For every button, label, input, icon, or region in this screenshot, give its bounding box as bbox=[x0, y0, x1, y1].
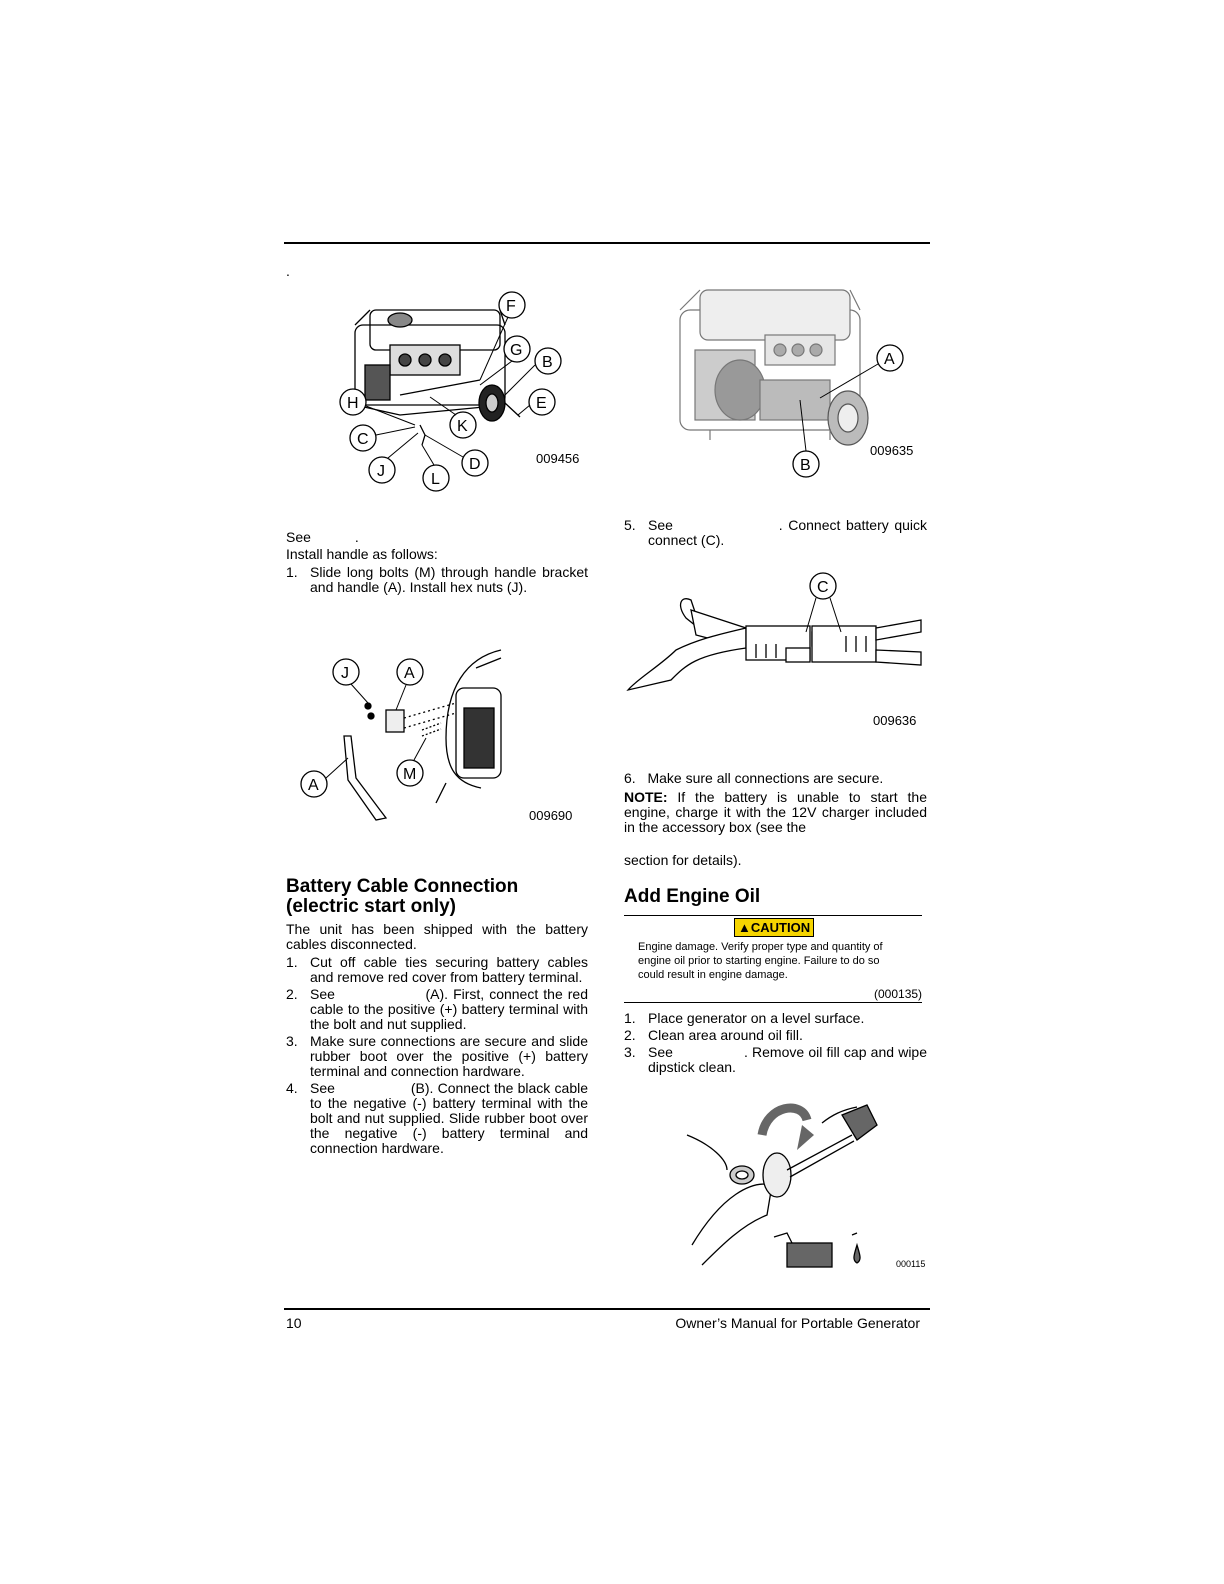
step-5 bbox=[624, 517, 931, 548]
callout-m: M bbox=[403, 766, 417, 783]
list-item: 1. Cut off cable ties securing battery cables and remove red cover from battery terminal. bbox=[286, 954, 588, 985]
callout-a: A bbox=[884, 351, 895, 368]
note-label: NOTE: bbox=[624, 789, 668, 805]
battery-intro: The unit has been shipped with the battery cables disconnected. bbox=[286, 921, 588, 952]
figure-code: 009690 bbox=[529, 808, 573, 823]
step-6 bbox=[624, 771, 927, 786]
header-rule bbox=[284, 242, 930, 244]
caution-label: CAUTION bbox=[750, 920, 811, 935]
figure-code: 000115 bbox=[896, 1259, 926, 1269]
figure-handle-install bbox=[296, 648, 586, 828]
callout-c: C bbox=[357, 431, 369, 448]
battery-heading-line-2: (electric start only) bbox=[286, 896, 456, 917]
figure-code: 009456 bbox=[536, 451, 580, 466]
footer-rule bbox=[284, 1308, 930, 1310]
callout-j: J bbox=[341, 665, 349, 682]
list-item: 3. Make sure connections are secure and slide rubber boot over the positive (+) battery terminal and connection hardware. bbox=[286, 1033, 588, 1079]
callout-a: A bbox=[308, 777, 319, 794]
battery-heading bbox=[286, 877, 588, 917]
oil-heading: Add Engine Oil bbox=[624, 886, 761, 907]
callout-h: H bbox=[347, 395, 359, 412]
list-item: 2. Clean area around oil fill. bbox=[624, 1027, 803, 1043]
figure-code: 009635 bbox=[870, 443, 914, 458]
callout-g: G bbox=[510, 342, 523, 359]
list-item: 2. See (A). First, connect the red cable to the positive (+) battery terminal with the bolt and nut supplied. bbox=[286, 986, 592, 1032]
see-label: See bbox=[286, 529, 311, 545]
caution-text: Engine damage. Verify proper type and quantity of engine oil prior to starting engine. Failure to do so could result in engine damage. bbox=[638, 941, 883, 981]
caution-code: (000135) bbox=[874, 987, 923, 1001]
figure-code: 009636 bbox=[873, 713, 917, 728]
handle-intro: Install handle as follows: bbox=[286, 546, 438, 562]
list-item: 1. Slide long bolts (M) through handle bracket and handle (A). Install hex nuts (J). bbox=[286, 564, 588, 595]
note-text: If the battery is unable to start the engine, charge it with the 12V charger included in the accessory box (see the bbox=[624, 789, 927, 835]
battery-heading-line-1: Battery Cable Connection bbox=[286, 876, 519, 897]
header-dot: . bbox=[286, 263, 290, 279]
callout-d: D bbox=[469, 456, 481, 473]
handle-steps bbox=[286, 565, 588, 597]
step-number: 6. bbox=[624, 770, 636, 786]
list-item: 3. See . Remove oil fill cap and wipe dipstick clean. bbox=[624, 1044, 931, 1075]
figure-oil-fill bbox=[682, 1095, 927, 1275]
see-dot: . bbox=[354, 529, 359, 545]
caution-top-rule bbox=[624, 915, 922, 916]
oil-steps bbox=[624, 1010, 931, 1077]
caution-badge bbox=[734, 918, 814, 937]
note-block bbox=[624, 790, 927, 835]
callout-e: E bbox=[536, 395, 547, 412]
warning-triangle-icon: ▲ bbox=[738, 920, 751, 935]
list-item: 4. See (B). Connect the black cable to the negative (-) battery terminal with the bolt and nut supplied. Slide rubber boot over the negative (-) battery terminal and connection hardware. bbox=[286, 1080, 592, 1156]
callout-b: B bbox=[542, 354, 553, 371]
list-item: 1. Place generator on a level surface. bbox=[624, 1010, 865, 1026]
callout-f: F bbox=[506, 298, 516, 315]
see-line bbox=[286, 530, 359, 545]
callout-b: B bbox=[800, 457, 811, 474]
step-number: 5. bbox=[624, 517, 636, 533]
figure-quick-connect bbox=[626, 570, 926, 710]
note-continuation: section for details). bbox=[624, 852, 742, 868]
page-number: 10 bbox=[286, 1315, 302, 1331]
callout-c: C bbox=[817, 579, 829, 596]
callout-j: J bbox=[377, 463, 385, 480]
step-text: Make sure all connections are secure. bbox=[647, 770, 884, 786]
battery-steps bbox=[286, 954, 592, 1158]
callout-l: L bbox=[431, 471, 440, 488]
callout-a: A bbox=[404, 665, 415, 682]
caution-bottom-rule bbox=[624, 1002, 922, 1003]
step-text: See . Connect battery quick connect (C). bbox=[648, 517, 931, 548]
callout-k: K bbox=[457, 418, 468, 435]
footer-title: Owner’s Manual for Portable Generator bbox=[675, 1315, 920, 1331]
